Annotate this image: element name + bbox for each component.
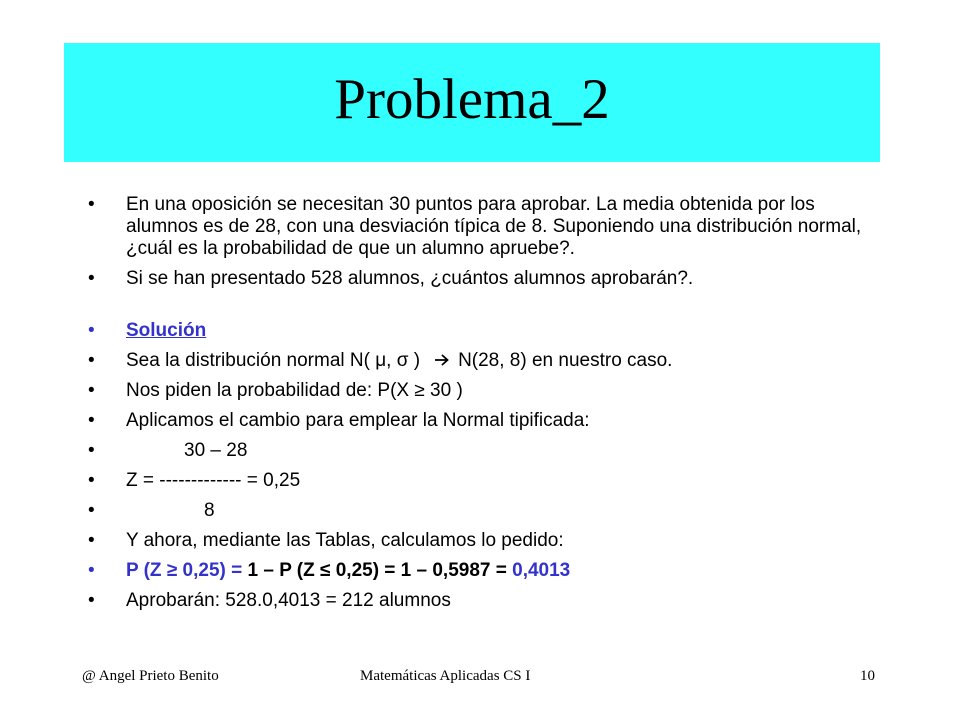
footer-author: @ Angel Prieto Benito [82,668,219,684]
bullet-icon: • [88,470,95,491]
tables-text: Y ahora, mediante las Tablas, calculamos lo pedido: [126,530,564,551]
title-banner [64,43,880,162]
fraction-denominator: 8 [204,500,215,521]
slide-title: Problema_2 [334,68,610,131]
fraction-numerator: 30 – 28 [184,440,248,461]
list-item [88,440,878,462]
bullet-icon: • [88,320,95,341]
bullet-icon: • [88,440,95,461]
distribution-text: Sea la distribución normal N( μ, σ ) [126,350,421,371]
bullet-icon: • [88,194,95,215]
bullet-icon: • [88,350,95,371]
approved-count: Aprobarán: 528.0,4013 = 212 alumnos [126,590,451,611]
list-item [88,590,878,612]
result-formula-middle: 1 – P (Z ≤ 0,25) = 1 – 0,5987 = [247,560,513,581]
bullet-icon: • [88,590,95,611]
list-item [88,500,878,522]
right-arrow-icon [434,350,450,372]
list-item [88,560,878,582]
list-item [88,194,878,260]
bullet-icon: • [88,268,95,289]
problem-question: Si se han presentado 528 alumnos, ¿cuántos alumnos aprobarán?. [126,268,694,289]
list-item [88,350,878,372]
solution-link[interactable]: Solución [126,320,207,341]
footer-course: Matemáticas Aplicadas CS I [360,668,531,684]
result-value: 0,4013 [512,560,571,581]
standardization-text: Aplicamos el cambio para emplear la Normal tipificada: [126,410,590,431]
list-item [88,410,878,432]
bullet-icon: • [88,410,95,431]
bullet-icon: • [88,560,95,581]
probability-request: Nos piden la probabilidad de: P(X ≥ 30 ) [126,380,463,401]
list-item [88,320,878,342]
bullet-list [88,194,878,620]
distribution-params: N(28, 8) en nuestro caso. [458,350,673,371]
result-formula-start: P (Z ≥ 0,25) = [126,560,248,581]
list-item [88,268,878,290]
problem-statement: En una oposición se necesitan 30 puntos para aprobar. La media obtenida por los alumnos es de 28, con una desviación típica de 8. Suponiendo una distribución normal, ¿cuál es la probabilidad de que un alumno apruebe?. [126,194,862,259]
list-item [88,470,878,492]
bullet-icon: • [88,530,95,551]
list-item [88,530,878,552]
bullet-icon: • [88,500,95,521]
z-formula: Z = ------------- = 0,25 [126,470,301,491]
bullet-icon: • [88,380,95,401]
list-item [88,380,878,402]
page-number: 10 [860,668,875,684]
